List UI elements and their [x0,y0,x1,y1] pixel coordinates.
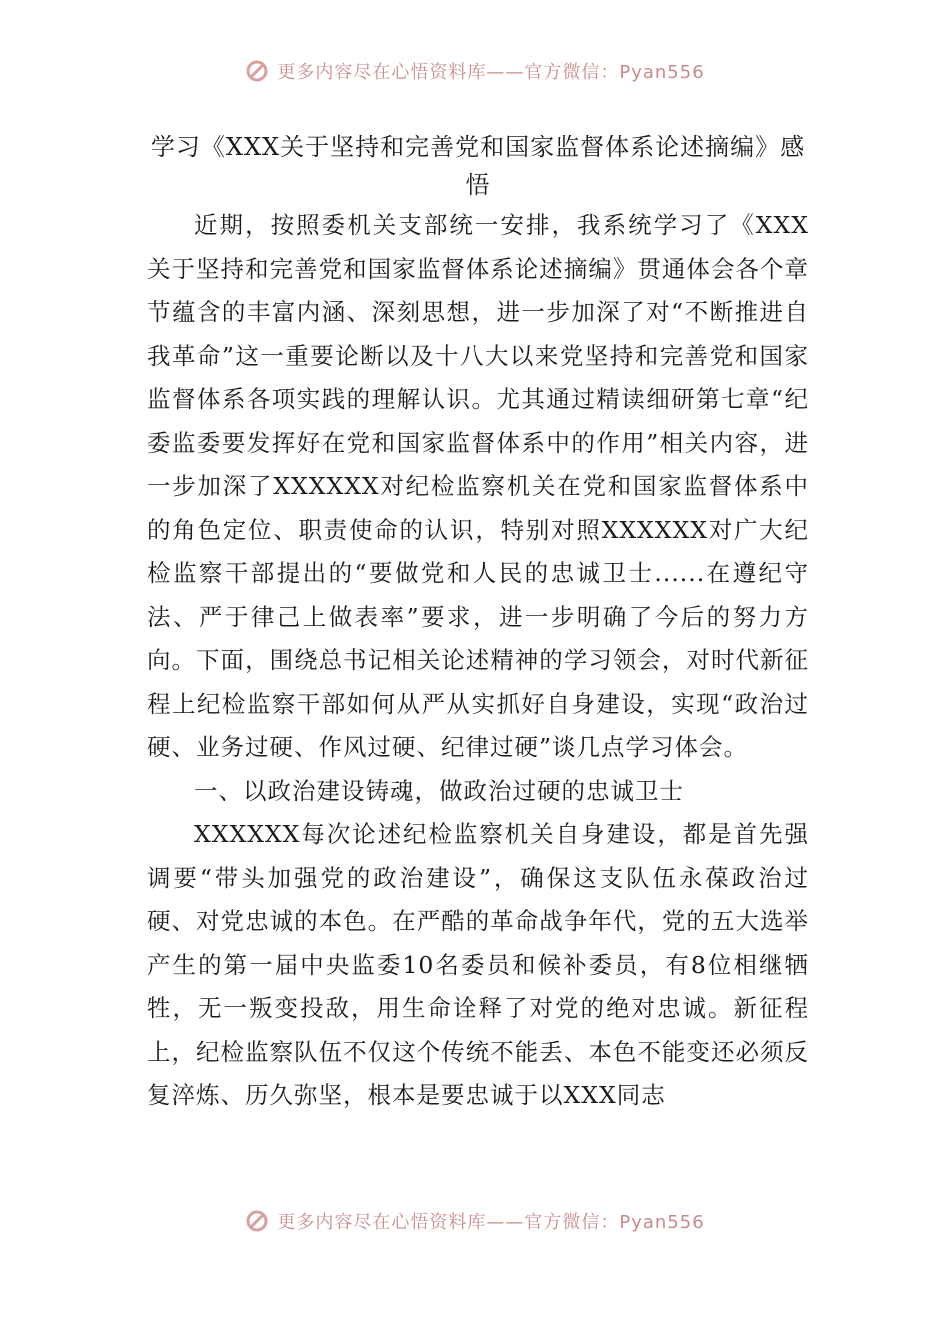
paragraph-section-1: XXXXXX每次论述纪检监察机关自身建设，都是首先强调要“带头加强党的政治建设”，确保这支队伍永葆政治过硬、对党忠诚的本色。在严酷的革命战争年代，党的五大选举产生的第一届中央监委10名委员和候补委员，有8位相继牺牲，无一叛变投敌，用生命诠释了对党的绝对忠诚。新征程上，纪检监察队伍不仅这个传统不能丢、本色不能变还必须反复淬炼、历久弥坚，根本是要忠诚于以XXX同志 [147,820,809,1109]
watermark-header [0,56,950,86]
watermark-logo-icon [245,1209,269,1233]
document-title: 学习《XXX关于坚持和完善党和国家监督体系论述摘编》感悟 [150,133,806,199]
watermark-logo-icon [245,59,269,83]
paragraph-intro: 近期，按照委机关支部统一安排，我系统学习了《XXX关于坚持和完善党和国家监督体系论述摘编》贯通体会各个章节蕴含的丰富内涵、深刻思想，进一步加深了对“不断推进自我革命”这一重要论断以及十八大以来党坚持和完善党和国家监督体系各项实践的理解认识。尤其通过精读细研第七章“纪委监委要发挥好在党和国家监督体系中的作用”相关内容，进一步加深了XXXXXX对纪检监察机关在党和国家监督体系中的角色定位、职责使命的认识，特别对照XXXXXX对广大纪检监察干部提出的“要做党和人民的忠诚卫士......在遵纪守法、严于律己上做表率”要求，进一步明确了今后的努力方向。下面，围绕总书记相关论述精神的学习领会，对时代新征程上纪检监察干部如何从严从实抓好自身建设，实现“政治过硬、业务过硬、作风过硬、纪律过硬”谈几点学习体会。 [147,211,809,761]
document-body [147,128,809,1118]
watermark-text: 更多内容尽在心悟资料库——官方微信：Pyan556 [277,62,705,83]
watermark-text: 更多内容尽在心悟资料库——官方微信：Pyan556 [277,1212,705,1233]
watermark-footer [0,1206,950,1236]
section-heading-1: 一、以政治建设铸魂，做政治过硬的忠诚卫士 [194,776,684,805]
